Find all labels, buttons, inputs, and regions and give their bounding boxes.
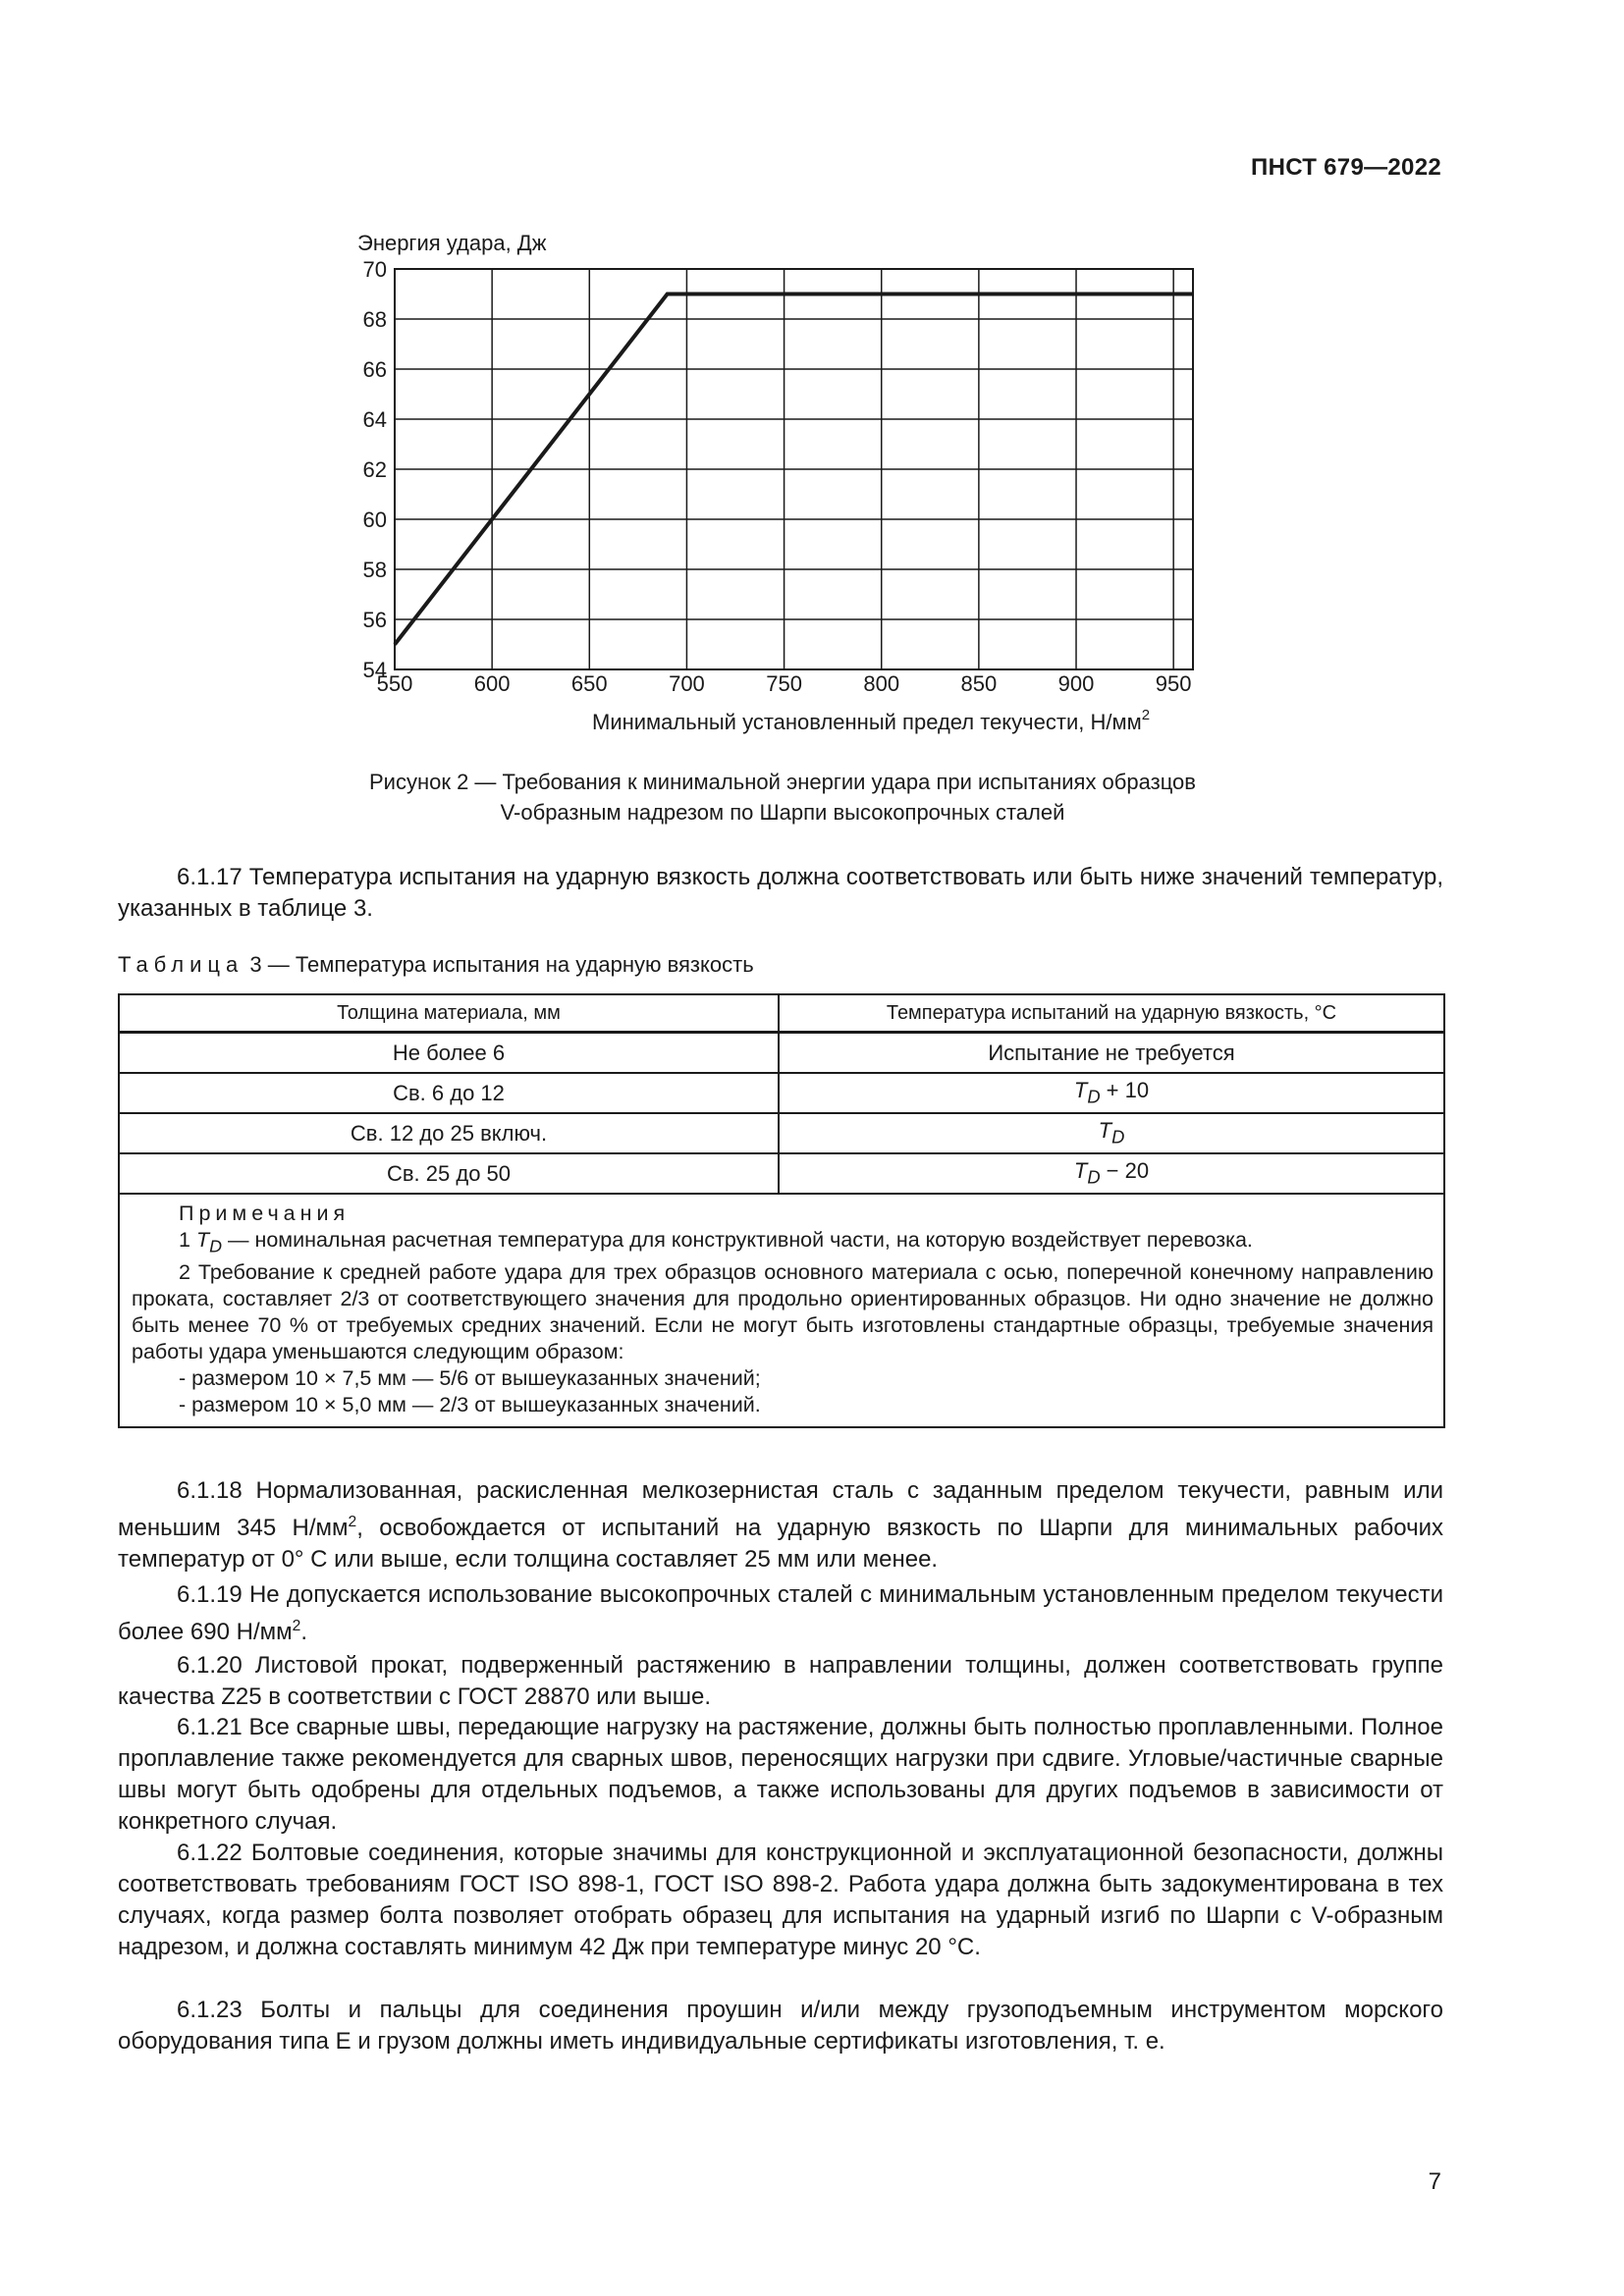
paragraph-6-1-22: 6.1.22 Болтовые соединения, которые значимы для конструкционной и эксплуатационной безопасности, должны соответствовать требованиям ГОСТ ISO 898-1, ГОСТ ISO 898-2. Работа удара должна быть задокументирована в тех случаях, когда размер болта позволяет отобрать образец для испытания на ударный изгиб по Шарпи с V-образным надрезом, и должна составлять минимум 42 Дж при температуре минус 20 °С. [118, 1840, 1443, 1960]
y-tick-label: 68 [362, 307, 387, 332]
column-header-thickness: Толщина материала, мм [119, 994, 779, 1033]
table-row [119, 1113, 1444, 1153]
cell-temperature: $T_D - 20$ [779, 1153, 1444, 1194]
note-dash-1: - размером 10 × 7,5 мм — 5/6 от вышеуказанных значений; [179, 1366, 761, 1391]
figure-caption-line-2: V-образным надрезом по Шарпи высокопрочных сталей [500, 800, 1065, 825]
table-caption: 3 — Температура испытания на ударную вязкость [244, 952, 754, 977]
x-tick-label: 550 [376, 671, 413, 696]
table-notes-row [119, 1194, 1444, 1427]
y-tick-label: 66 [362, 357, 387, 382]
notes-heading: Примечания [179, 1201, 351, 1225]
note-dash-2: - размером 10 × 5,0 мм — 2/3 от вышеуказанных значений. [179, 1393, 761, 1417]
y-tick-label: 62 [362, 457, 387, 482]
table-row [119, 1153, 1444, 1194]
chart-y-axis-label: Энергия удара, Дж [357, 231, 547, 255]
x-tick-label: 800 [863, 671, 900, 696]
table-row [119, 1073, 1444, 1113]
cell-thickness: Св. 6 до 12 [119, 1073, 779, 1113]
y-tick-label: 54 [362, 658, 387, 682]
x-tick-label: 950 [1155, 671, 1192, 696]
y-tick-label: 58 [362, 558, 387, 582]
y-tick-label: 64 [362, 407, 387, 432]
x-tick-label: 900 [1057, 671, 1095, 696]
table-notes [119, 1194, 1444, 1427]
x-tick-label: 850 [960, 671, 998, 696]
table-3 [118, 993, 1445, 1428]
table-3-title [118, 952, 754, 978]
cell-thickness: Св. 12 до 25 включ. [119, 1113, 779, 1153]
y-tick-label: 70 [362, 257, 387, 282]
table-row [119, 1033, 1444, 1074]
cell-thickness: Не более 6 [119, 1033, 779, 1074]
table-label: Таблица [118, 952, 244, 977]
x-tick-label: 600 [473, 671, 511, 696]
column-header-temperature: Температура испытаний на ударную вязкость, °C [779, 994, 1444, 1033]
chart-y-ticks [363, 257, 387, 682]
note-2: 2 Требование к средней работе удара для трех образцов основного материала с осью, поперечной конечному направлению проката, составляет 2/3 от соответствующего значения для продольно ориентированных образцов. Ни одно значение не должно быть менее 70 % от требуемых средних значений. Если не могут быть изготовлены стандартные образцы, требуемые значения работы удара уменьшаются следующим образом: [132, 1260, 1434, 1364]
paragraph-6-1-18: 6.1.18 Нормализованная, раскисленная мелкозернистая сталь с заданным пределом текучести, равным или меньшим 345 $Н/мм^2$, освобождается от испытаний на ударную вязкость по Шарпи для минимальных рабочих температур от 0° С или выше, если толщина составляет 25 мм или менее. [118, 1477, 1443, 1573]
cell-thickness: Св. 25 до 50 [119, 1153, 779, 1194]
chart-svg [334, 224, 1218, 754]
paragraph-6-1-19: 6.1.19 Не допускается использование высокопрочных сталей с минимальным установленным пределом текучести более 690 $Н/мм^2$. [118, 1581, 1443, 1645]
paragraph-6-1-20: 6.1.20 Листовой прокат, подверженный растяжению в направлении толщины, должен соответствовать группе качества Z25 в соответствии с ГОСТ 28870 или выше. [118, 1652, 1443, 1710]
paragraph-6-1-23: 6.1.23 Болты и пальцы для соединения проушин и/или между грузоподъемным инструментом морского оборудования типа Е и грузом должны иметь индивидуальные сертификаты изготовления, т. е. [118, 1997, 1443, 2055]
y-tick-label: 60 [362, 507, 387, 532]
cell-temperature: Испытание не требуется [779, 1033, 1444, 1074]
document-code-header: ПНСТ 679—2022 [1251, 154, 1441, 181]
note-1: 1 $T_D$ — номинальная расчетная температура для конструктивной части, на которую воздействует перевозка. [179, 1228, 1253, 1256]
chart-grid [395, 269, 1193, 669]
cell-temperature: $T_D + 10$ [779, 1073, 1444, 1113]
page-number: 7 [1428, 2168, 1441, 2195]
paragraph-6-1-21: 6.1.21 Все сварные швы, передающие нагрузку на растяжение, должны быть полностью проплавленными. Полное проплавление также рекомендуется для сварных швов, переносящих нагрузки при сдвиге. Угловые/частичные сварные швы могут быть одобрены для отдельных подъемов, а также использованы для других подъемов в зависимости от конкретного случая. [118, 1714, 1443, 1835]
chart-x-axis-label: Минимальный установленный предел текучести, $Н/мм^2$ [592, 707, 1151, 734]
x-tick-label: 750 [766, 671, 802, 696]
paragraph-6-1-17: 6.1.17 Температура испытания на ударную вязкость должна соответствовать или быть ниже значений температур, указанных в таблице 3. [118, 864, 1443, 922]
impact-energy-chart [334, 224, 1218, 754]
cell-temperature: $T_D$ [779, 1113, 1444, 1153]
x-tick-label: 650 [570, 671, 608, 696]
figure-caption [118, 767, 1447, 828]
chart-x-ticks [377, 671, 1192, 696]
x-tick-label: 700 [669, 671, 705, 696]
y-tick-label: 56 [362, 608, 387, 632]
table-header-row [119, 994, 1444, 1033]
figure-caption-line-1: Рисунок 2 — Требования к минимальной энергии удара при испытаниях образцов [369, 770, 1196, 794]
